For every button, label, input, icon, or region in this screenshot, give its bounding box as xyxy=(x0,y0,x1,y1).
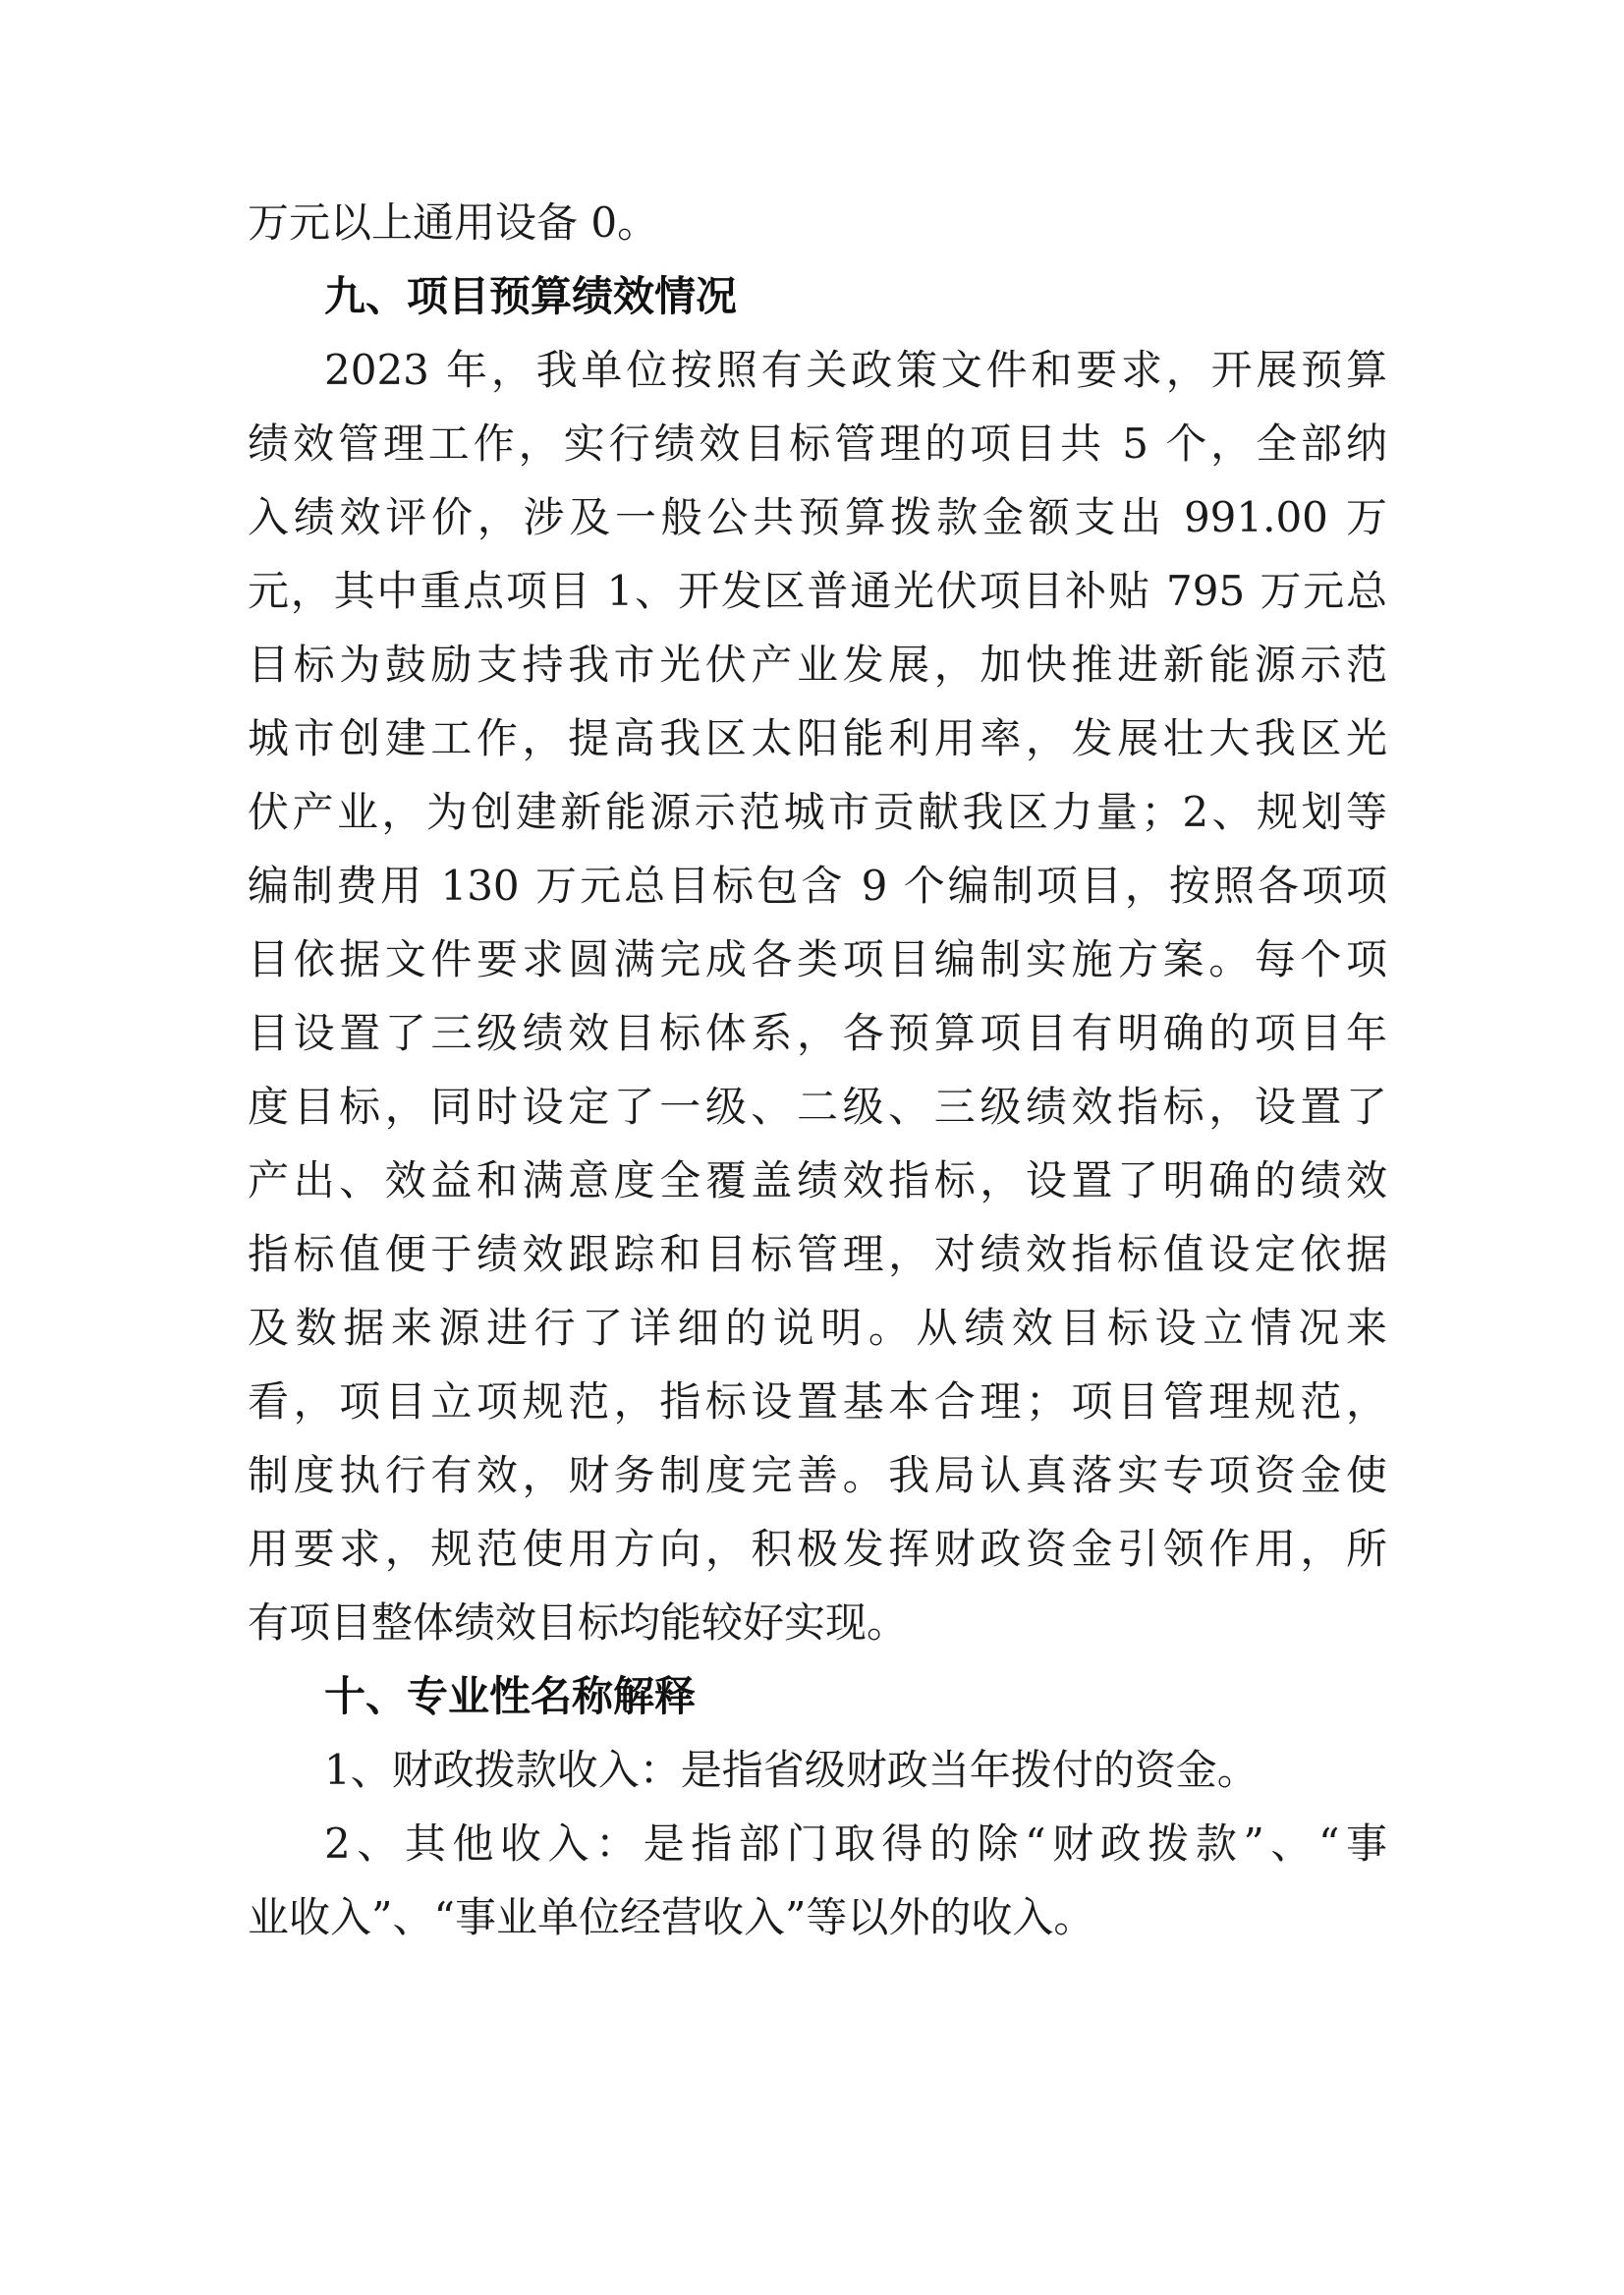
definition-line: 1、财政拨款收入：是指省级财政当年拨付的资金。 xyxy=(324,1746,1259,1794)
paragraph-line: 伏产业，为创建新能源示范城市贡献我区力量；2、规划等 xyxy=(248,788,1387,836)
paragraph-line: 目标为鼓励支持我市光伏产业发展，加快推进新能源示范 xyxy=(248,641,1387,689)
section-heading: 九、项目预算绩效情况 xyxy=(324,272,738,320)
paragraph-line: 2023 年，我单位按照有关政策文件和要求，开展预算 xyxy=(324,346,1387,394)
paragraph-line: 绩效管理工作，实行绩效目标管理的项目共 5 个，全部纳 xyxy=(248,420,1387,468)
definition-line: 业收入”、“事业单位经营收入”等以外的收入。 xyxy=(248,1893,1095,1941)
paragraph-line: 编制费用 130 万元总目标包含 9 个编制项目，按照各项项 xyxy=(248,862,1387,910)
paragraph-line: 看，项目立项规范，指标设置基本合理；项目管理规范， xyxy=(248,1377,1387,1426)
paragraph-line: 用要求，规范使用方向，积极发挥财政资金引领作用，所 xyxy=(248,1525,1387,1573)
body-text-line: 万元以上通用设备 0。 xyxy=(248,198,659,247)
paragraph-line: 入绩效评价，涉及一般公共预算拨款金额支出 991.00 万 xyxy=(248,493,1387,541)
definition-line: 2、其他收入：是指部门取得的除“财政拨款”、“事 xyxy=(324,1819,1387,1868)
paragraph-line: 元，其中重点项目 1、开发区普通光伏项目补贴 795 万元总 xyxy=(248,567,1387,615)
paragraph-line: 有项目整体绩效目标均能较好实现。 xyxy=(248,1598,909,1647)
paragraph-line: 产出、效益和满意度全覆盖绩效指标，设置了明确的绩效 xyxy=(248,1156,1387,1204)
paragraph-line: 目设置了三级绩效目标体系，各预算项目有明确的项目年 xyxy=(248,1009,1387,1057)
paragraph-line: 度目标，同时设定了一级、二级、三级绩效指标，设置了 xyxy=(248,1083,1387,1131)
paragraph-line: 目依据文件要求圆满完成各类项目编制实施方案。每个项 xyxy=(248,935,1387,983)
paragraph-line: 城市创建工作，提高我区太阳能利用率，发展壮大我区光 xyxy=(248,714,1387,762)
paragraph-line: 制度执行有效，财务制度完善。我局认真落实专项资金使 xyxy=(248,1451,1387,1499)
paragraph-line: 指标值便于绩效跟踪和目标管理，对绩效指标值设定依据 xyxy=(248,1230,1387,1278)
paragraph-line: 及数据来源进行了详细的说明。从绩效目标设立情况来 xyxy=(248,1304,1387,1352)
section-heading: 十、专业性名称解释 xyxy=(324,1672,697,1720)
